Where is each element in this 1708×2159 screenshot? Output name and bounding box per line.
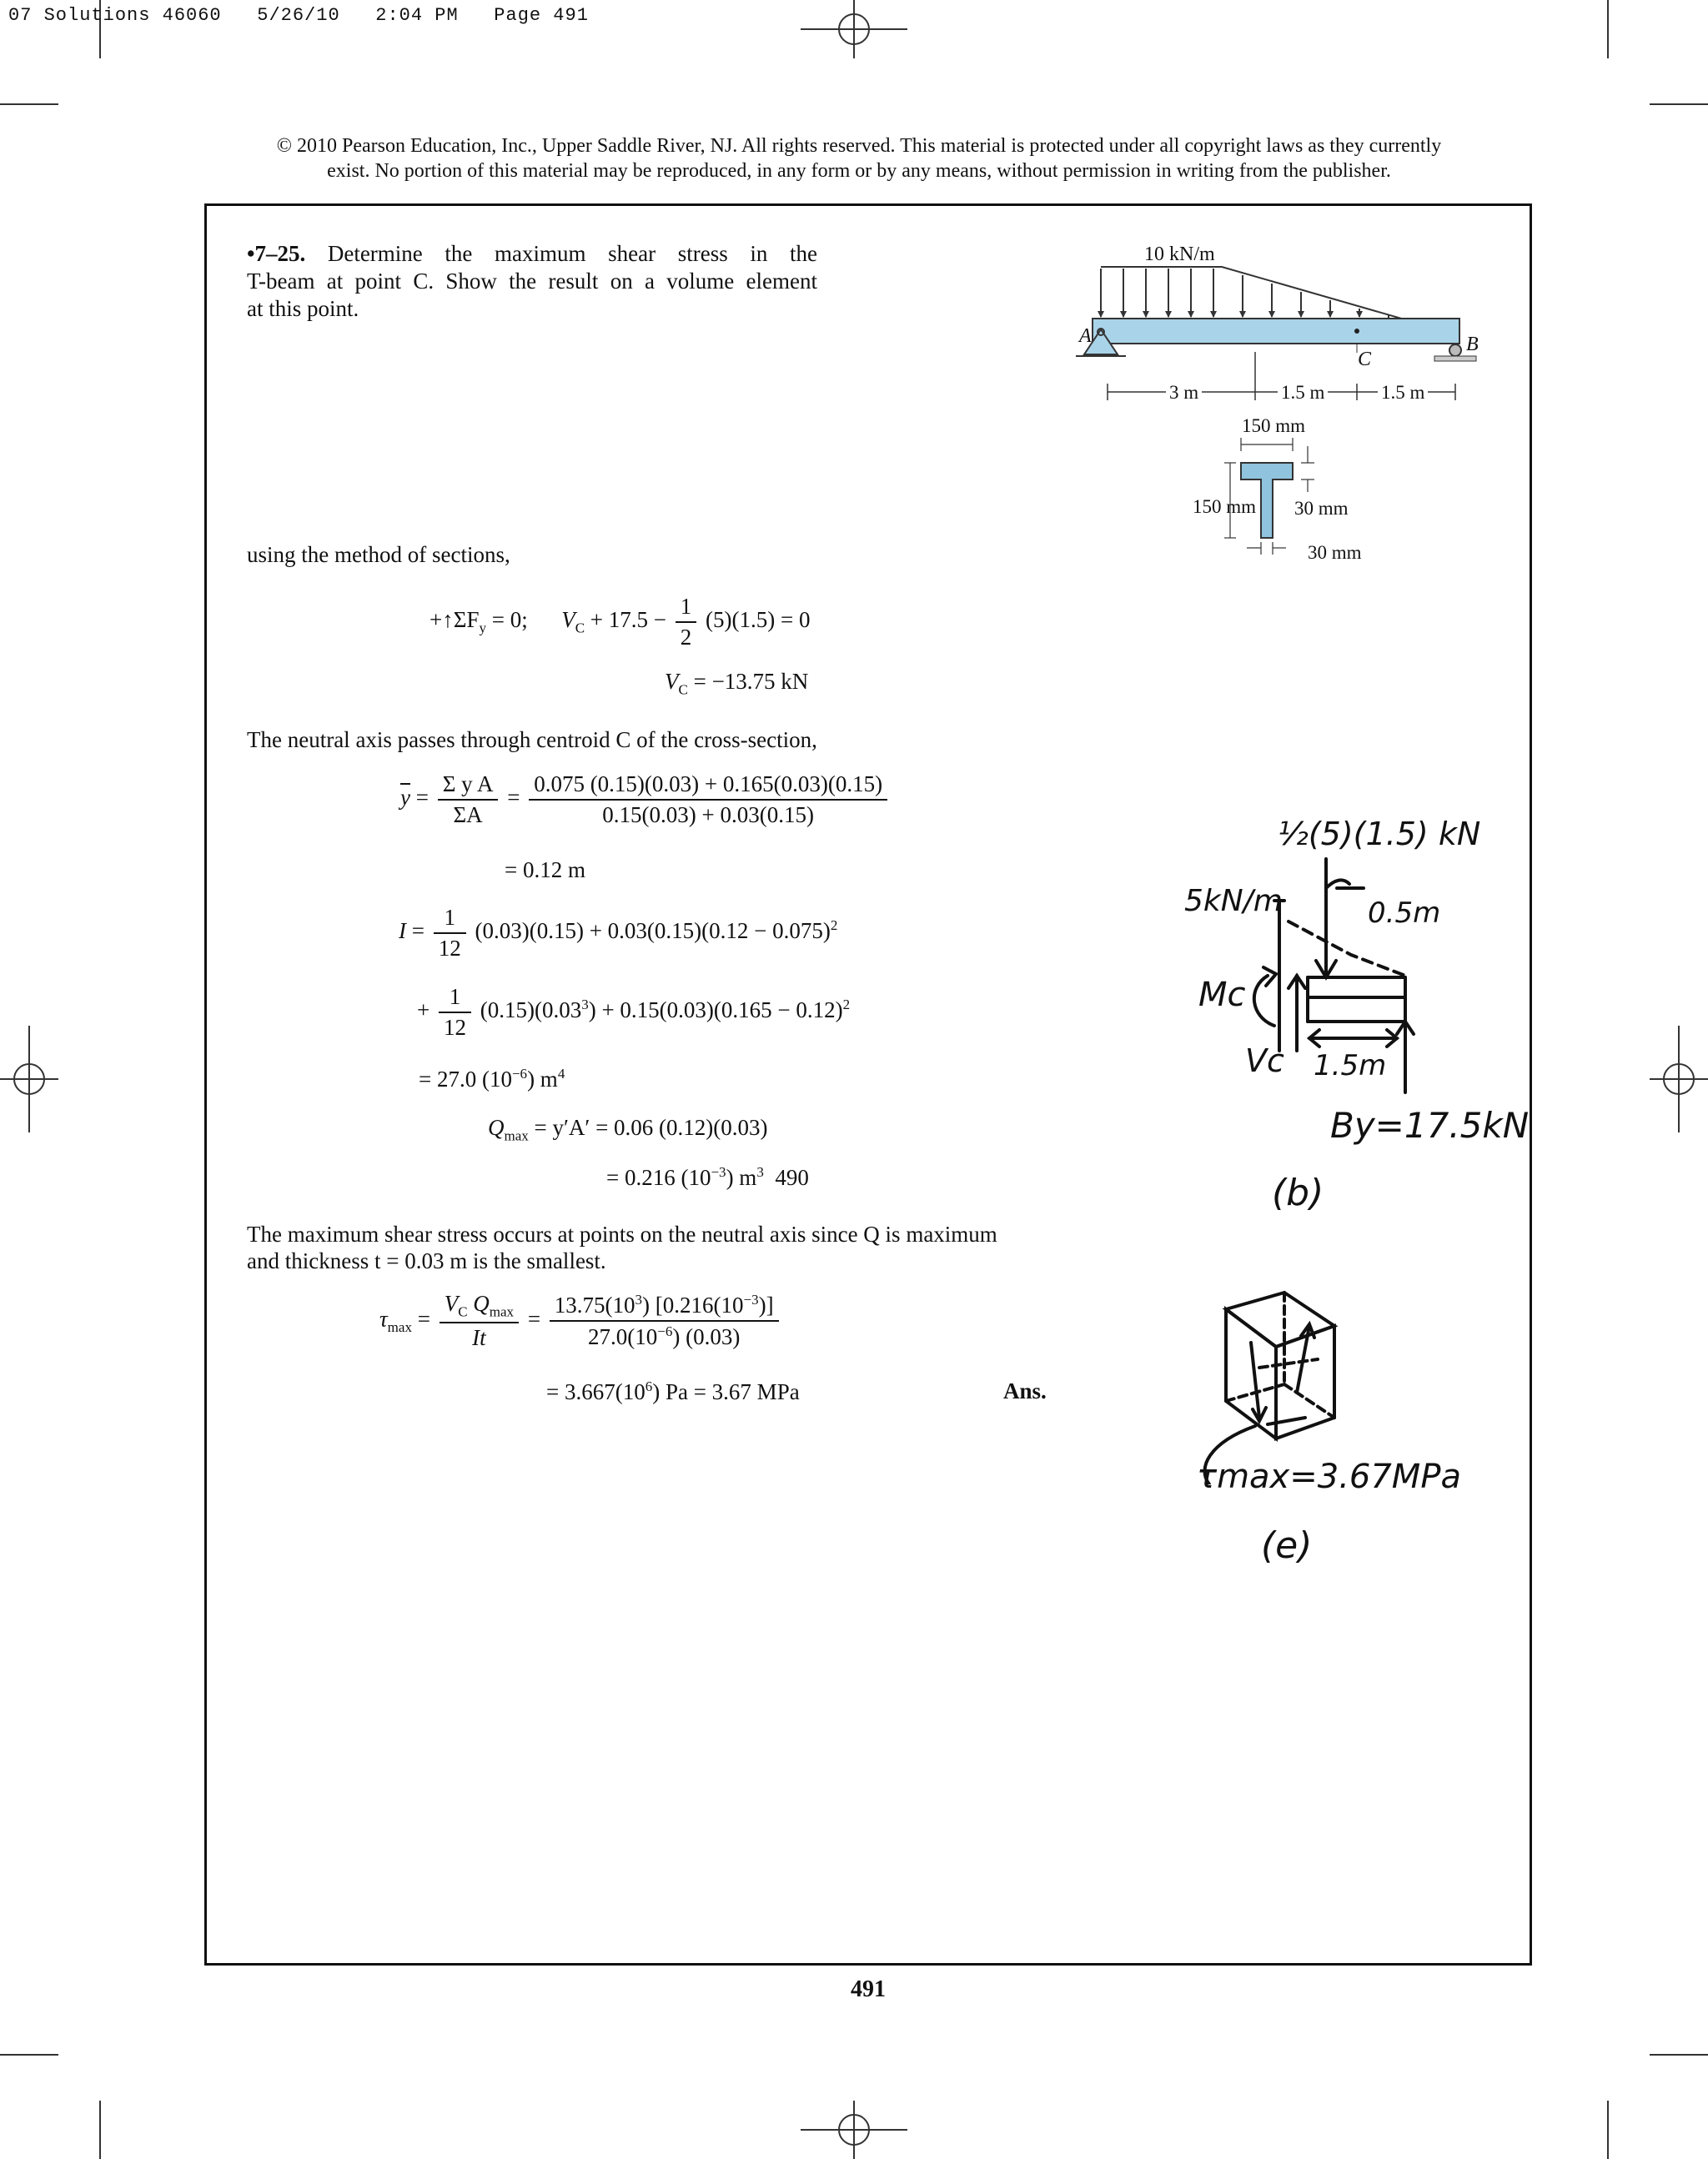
sketch-force: ½(5)(1.5) kN [1278,816,1481,852]
roller-support-b [1449,344,1461,356]
neutral-axis-text: The neutral axis passes through centroid C of the cross-section, [247,727,817,752]
problem-number: •7–25. [247,241,306,266]
web-thickness: 30 mm [1308,542,1362,563]
sketch-by: By=17.5kN [1330,1105,1530,1146]
q-result: = 0.216 $(10^{-3})$ $m^3$ 490 [606,1164,809,1190]
sketch-span: 1.5m [1314,1049,1387,1082]
flange-width: 150 mm [1242,415,1306,436]
inertia-result: = 27.0 $(10^{-6})$ $m^4$ [419,1066,565,1092]
dim-1-5m-a: 1.5 m [1278,382,1328,404]
copyright-notice [192,133,1526,183]
label-c: C [1358,349,1372,370]
print-slug: 07 Solutions 46060 5/26/10 2:04 PM Page 491 [8,5,589,26]
inertia-eq-2: + $\frac{1}{12}$ $(0.15)(0.03^3) + 0.15(0.03)(0.165 - 0.12)^2$ [417,984,851,1040]
vc-result: $V_C = -13.75$ kN [665,669,809,698]
problem-statement [247,240,817,323]
tau-result: = $3.667(10^6) Pa = 3.67$ MPa [546,1378,800,1404]
copyright-line-1: © 2010 Pearson Education, Inc., Upper Saddle River, NJ. All rights reserved. This material is protected under all copyright laws as they currently [276,135,1442,157]
max-stress-text-1: The maximum shear stress occurs at points on the neutral axis since Q is maximum [247,1222,997,1247]
dim-1-5m-b: 1.5 m [1378,382,1428,404]
point-c [1354,329,1359,334]
sketch-mc: Mc [1198,976,1246,1014]
answer-label: Ans. [1003,1378,1047,1403]
ybar-result: = 0.12 m [505,857,585,882]
sketch-arm: 0.5m [1368,896,1441,930]
problem-line-2: T-beam at point C. Show the result on a volume element [247,269,817,294]
flange-thickness: 30 mm [1294,498,1349,519]
solution-intro: using the method of sections, [247,542,510,567]
sketch-b-caption: (b) [1272,1172,1324,1214]
sketch-vc: Vc [1245,1042,1284,1079]
label-b: B [1466,334,1479,355]
dim-3m: 3 m [1166,382,1202,404]
web-height: 150 mm [1193,496,1257,517]
max-stress-text-2: and thickness t = 0.03 m is the smallest. [247,1248,606,1273]
sketch-e-caption: (e) [1261,1524,1313,1567]
volume-element-sketch [1176,1276,1426,1484]
q-eq: $Q_{max} = y'A' = 0.06$ (0.12)(0.03) [488,1115,768,1144]
problem-line-1: Determine the maximum shear stress in the [327,241,818,266]
problem-line-3: at this point. [247,296,359,321]
sketch-tau: τmax=3.67MPa [1197,1458,1461,1496]
sketch-load: 5kN/m [1184,884,1283,918]
copyright-line-2: exist. No portion of this material may be reproduced, in any form or by any means, without permission in writing from the publisher. [327,160,1391,182]
tau-eq: $\tau_{max}$ = $V_C$ $Q_{max}$ It = $\frac{13.75(10^3) [0.216(10^{-3})]}{27.0(10^{-6}) (0.03)}$ [379,1291,782,1351]
equilibrium-eq: $+↑\Sigma F_y = 0$; $V_C + 17.5$ − $\frac{1}{2}$ (5)(1.5) = 0 [430,594,811,650]
load-label: 10 kN/m [1144,244,1215,265]
page-number: 491 [851,1976,886,2002]
inertia-eq-1: I = $\frac{1}{12}$ $(0.03)(0.15) + 0.03(0.15)(0.12 - 0.075)^2$ [399,905,838,961]
beam [1093,319,1459,344]
ybar-eq: $\overline{y}$ = $\frac{\text{Σ y A}}{\Sigma A}$ = $\frac{0.075 (0.15)(0.03) + 0.165(0.03)(0.15)}{0.15(0.03) + 0.03(0.15)}$ [400,771,891,828]
label-a: A [1079,325,1092,347]
